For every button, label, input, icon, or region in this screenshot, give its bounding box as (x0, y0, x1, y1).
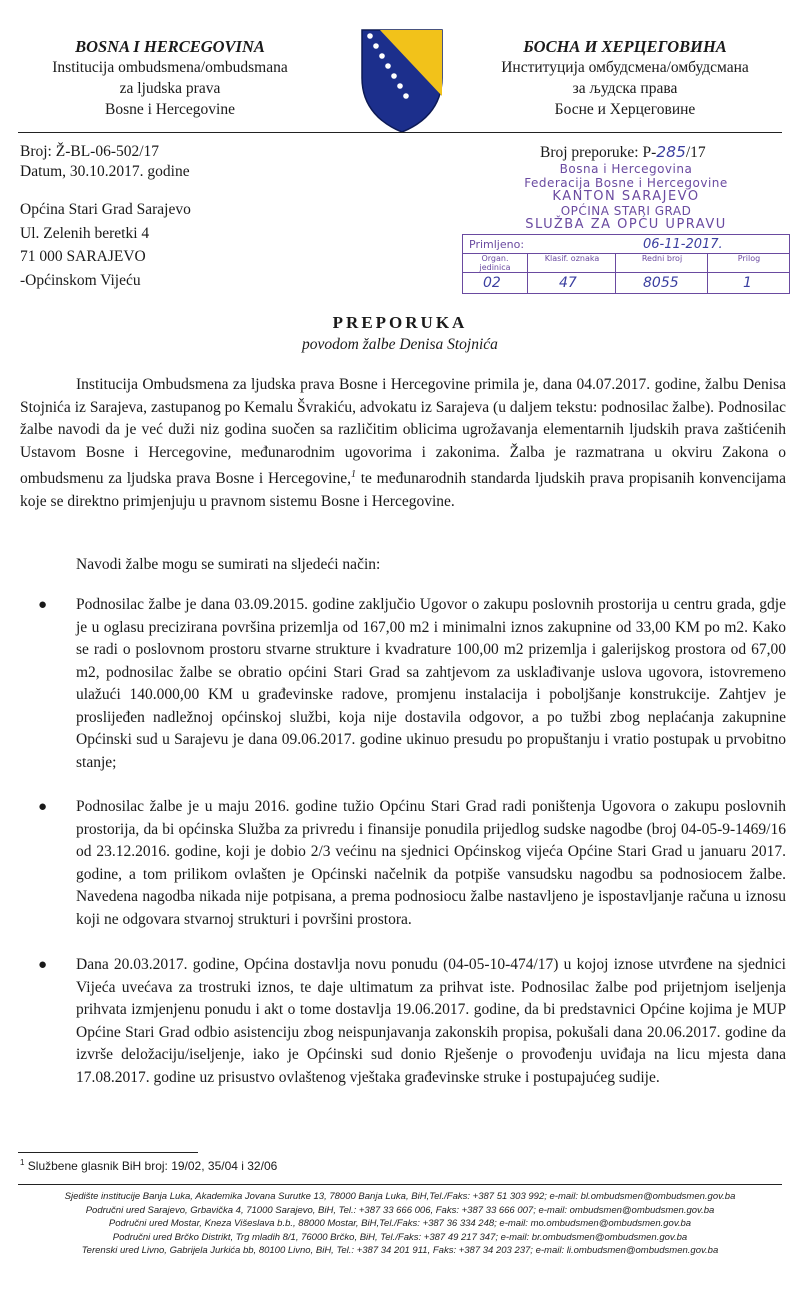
stamp-col-label: Redni broj (641, 254, 683, 263)
country-name-latin: BOSNA I HERCEGOVINA (75, 37, 265, 56)
stamp-table (462, 234, 790, 294)
footnote-text: Službene glasnik BiH broj: 19/02, 35/04 i 32/06 (24, 1159, 278, 1173)
address-line: Ul. Zelenih beretki 4 (20, 224, 150, 242)
bullet-item: Podnosilac žalbe je dana 03.09.2015. godine zaključio Ugovor o zakupu poslovnih prostorija u centru grada, gdje je u oglasu precizirana površina prizemlja od 167,00 m2 i minimalni iznos zakupnine od 33,00 KM po m2. Kako se radi o poslovnom prostoru stvarne strukture i kvadrature 100,00 m2 prizemlja i galerijskog prostora od 67,00 m2, podnosilac žalbe se obratio općini Stari Grad sa zahtjevom za usklađivanje uslova ugovora, istovremeno ulažući 140.000,00 KM u građevinske radove, promjenu instalacija i poboljšanje konstrukcije. Zahtjev je proslijeđen nadležnoj općinskoj službi, koja nije dostavila odgovor, a po tužbi zbog neplaćanja zakupnine Općinski sud u Sarajevu je dana 09.06.2017. godine ukinuo presudu po propuštanju i vratio postupak u prvobitno stanje; (76, 596, 786, 771)
bullet-item: Dana 20.03.2017. godine, Općina dostavlja novu ponudu (04-05-10-474/17) u kojoj iznose utvrđene na sjednici Vijeća uvećava za trostruki iznos, te daje ultimatum za prihvat iste. Podnosilac žalbe pod prijetnjom iseljenja prihvata izmjenjenu ponudu i akt o tome dostavlja 19.06.2017. godine, da bi predstavnici Općine kojima je MUP Općine Stari Grad odbio asistenciju zbog neispunjavanja zakonskih propisa, pokušali dana 20.06.2017. godine da izvrše deložaciju/iseljenje, iako je Općinski sud donio Rješenje o provođenju uviđaja na licu mjesta dana 17.08.2017. godine uz prisustvo ovlaštenog vještaka građevinske struke i postupajućeg sudije. (76, 956, 786, 1086)
address-line: -Općinskom Vijeću (20, 271, 141, 289)
stamp-value: 1 (743, 275, 752, 291)
header-left (20, 36, 320, 120)
address-line: 71 000 SARAJEVO (20, 248, 146, 265)
institution-line-3: Bosne i Hercegovine (105, 101, 235, 118)
footnote (20, 1158, 277, 1173)
footer-line: Područni ured Mostar, Kneza Višeslava b.b., 88000 Mostar, BiH,Tel./Faks: +387 36 334 248; e-mail: mo.ombudsmen@ombudsmen.gov.ba (108, 1218, 692, 1229)
footer-line: Terenski ured Livno, Gabrijela Jurkića bb, 80100 Livno, BiH, Tel.: +387 34 201 911, Faks: +387 34 203 237; e-mail: li.ombudsmen@ombudsmen.gov.ba (81, 1245, 719, 1256)
footer-line: Sjedište institucije Banja Luka, Akademika Jovana Surutke 13, 78000 Banja Luka, BiH,Tel./Faks: +387 51 303 992; e-mail: bl.ombudsmen@ombudsmen.gov.ba (64, 1191, 736, 1202)
institution-line-3-cyrillic: Босне и Херцеговине (554, 101, 696, 118)
reference-left (20, 142, 190, 182)
stamp-value: 47 (559, 275, 577, 291)
document-title: PREPORUKA (332, 313, 468, 332)
document-subtitle: povodom žalbe Denisa Stojnića (302, 336, 498, 353)
stamp-col-label: Klasif. oznaka (544, 254, 600, 263)
institution-line-2-cyrillic: за људска права (572, 80, 678, 97)
registry-stamp (462, 162, 790, 291)
header-divider (18, 132, 782, 133)
header-right (460, 36, 790, 120)
coat-of-arms-icon (356, 26, 448, 134)
recommendation-number (540, 142, 706, 163)
footer-divider (18, 1184, 782, 1185)
stamp-line: SLUŽBA ZA OPĆU UPRAVU (525, 217, 727, 232)
footnote-number: 1 (20, 1158, 25, 1167)
intro-text: Institucija Ombudsmena za ljudska prava Bosne i Hercegovine primila je, dana 04.07.2017. godine, žalbu Denisa Stojnića iz Sarajeva, zastupanog po Kemalu Švrakiću, advokatu iz Sarajeva (u daljem tekstu: podnosilac žalbe). Podnosilac žalbe navodi da je već duži niz godina suočen sa različitim oblicima ugrožavanja elementarnih ljudskih prava zaštićenih Ustavom Bosne i Hercegovine, međunarodnim ugovorima i zakonima. Žalba je razmatrana u okviru Zakona o ombudsmenu za ljudska prava Bosne i Hercegovine, (20, 376, 786, 488)
footnote-ref: 1 (351, 469, 356, 480)
bullet-marker: ● (38, 597, 48, 613)
stamp-line: OPĆINA STARI GRAD (560, 204, 692, 218)
case-number: Broj: Ž-BL-06-502/17 (20, 143, 160, 160)
address-line: Općina Stari Grad Sarajevo (20, 201, 191, 218)
received-label: Primljeno: (469, 238, 525, 251)
recommendation-handwritten-number: 285 (656, 143, 686, 161)
bullet-marker: ● (38, 957, 48, 973)
stamp-line: KANTON SARAJEVO (552, 189, 700, 204)
recommendation-prefix: Broj preporuke: P- (540, 144, 657, 161)
footer-contacts (20, 1190, 780, 1258)
stamp-col-label: Prilog (737, 254, 761, 263)
received-date: 06-11-2017. (643, 237, 723, 252)
document-date: Datum, 30.10.2017. godine (20, 163, 190, 180)
bullet-item: Podnosilac žalbe je u maju 2016. godine tužio Općinu Stari Grad radi poništenja Ugovora o zakupu poslovnih prostorija, da bi općinska Služba za privredu i finansije ponudila prijedlog sudske nagodbe (broj 04-05-9-1469/16 od 23.12.2016. godine, koji je dobio 2/3 većinu na sjednici Općinskog vijeća Općine Stari Grad u januaru 2017. godine, a tom prilikom ovlašten je Općinski načelnik da potpiše vansudsku nagodbu sa podnosiocem žalbe. Navedena nagodba nikada nije potpisana, a prema podnosiocu žalbe nastavljeno je ispostavljanje računa u iznosu koji ne odgovara stvarnoj strukturi i površini prostora. (76, 798, 786, 928)
institution-line-1-cyrillic: Институција омбудсмена/омбудсмана (501, 59, 749, 76)
stamp-col-label: Organ. jedinica (479, 254, 511, 272)
bullet-marker: ● (38, 799, 48, 815)
recommendation-suffix: /17 (685, 144, 706, 161)
stamp-line: Bosna i Hercegovina (559, 162, 693, 176)
intro-paragraph (20, 374, 786, 513)
footnote-divider (18, 1152, 198, 1153)
intro-text-end: te međunarodnih standarda ljudskih prava propisanih konvencijama koje se direktno primjenjuju u pravnom sistemu Bosne i Hercegovine. (20, 470, 786, 510)
stamp-line: Federacija Bosne i Hercegovine (524, 176, 728, 190)
country-name-cyrillic: БОСНА И ХЕРЦЕГОВИНА (523, 37, 727, 56)
institution-line-1: Institucija ombudsmena/ombudsmana (52, 59, 288, 76)
stamp-value: 8055 (643, 275, 679, 291)
stamp-value: 02 (483, 275, 501, 291)
lead-paragraph: Navodi žalbe mogu se sumirati na sljedeći način: (76, 556, 381, 573)
footer-line: Područni ured Sarajevo, Grbavička 4, 71000 Sarajevo, BiH, Tel.: +387 33 666 006, Faks: +387 33 666 007; e-mail: ombudsmen@ombudsmen.gov.ba (85, 1204, 715, 1216)
institution-line-2: za ljudska prava (119, 80, 221, 97)
recipient-address (20, 198, 191, 292)
footer-line: Područni ured Brčko Distrikt, Trg mladih 8/1, 76000 Brčko, BiH, Tel./Faks: +387 49 217 347; e-mail: br.ombudsmen@ombudsmen.gov.ba (112, 1231, 688, 1243)
